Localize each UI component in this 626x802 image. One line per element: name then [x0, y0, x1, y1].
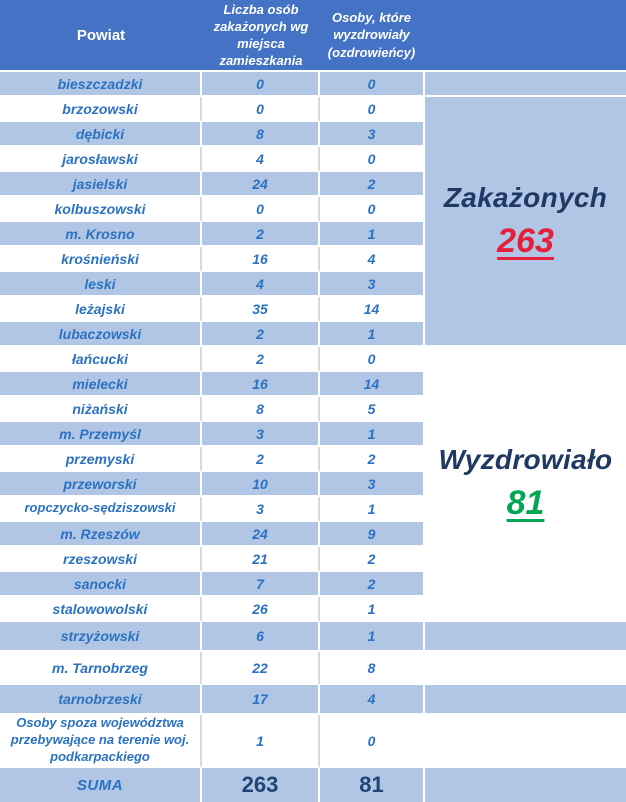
infected-count-cell: 2 — [202, 222, 320, 247]
side-column-cell — [423, 652, 626, 685]
powiat-name-cell: leski — [0, 272, 202, 297]
table-header-row — [0, 0, 423, 72]
side-column-cell — [423, 72, 626, 97]
side-column-cell — [423, 768, 626, 802]
table-row — [0, 572, 423, 597]
recovered-count-cell: 0 — [320, 97, 423, 122]
side-column-cell — [423, 622, 626, 652]
recovered-count-cell: 4 — [320, 685, 423, 715]
recovered-count-cell: 1 — [320, 497, 423, 522]
recovered-count-cell: 9 — [320, 522, 423, 547]
infected-count-cell: 10 — [202, 472, 320, 497]
infected-count-cell: 24 — [202, 522, 320, 547]
recovered-count-cell: 0 — [320, 197, 423, 222]
table-row — [0, 622, 423, 652]
infected-count-cell: 22 — [202, 652, 320, 685]
recovered-count-cell: 4 — [320, 247, 423, 272]
table-row — [0, 522, 423, 547]
infected-count-cell: 8 — [202, 397, 320, 422]
summary-label: SUMA — [0, 768, 202, 802]
infected-count-cell: 4 — [202, 147, 320, 172]
recovered-count-cell: 2 — [320, 547, 423, 572]
powiat-name-cell: Osoby spoza województwa przebywające na terenie woj. podkarpackiego — [0, 715, 202, 768]
table-row — [0, 97, 423, 122]
recovered-panel-title: Wyzdrowiało — [438, 444, 613, 475]
summary-infected-total: 263 — [202, 768, 320, 802]
table-row — [0, 397, 423, 422]
recovered-count-cell: 1 — [320, 597, 423, 622]
recovered-count-cell: 0 — [320, 347, 423, 372]
header-powiat: Powiat — [0, 0, 202, 72]
table-row — [0, 147, 423, 172]
powiat-name-cell: niżański — [0, 397, 202, 422]
infected-count-cell: 24 — [202, 172, 320, 197]
recovered-count-cell: 0 — [320, 147, 423, 172]
table-row — [0, 652, 423, 685]
recovered-count-cell: 2 — [320, 572, 423, 597]
powiat-name-cell: brzozowski — [0, 97, 202, 122]
recovered-count-cell: 8 — [320, 652, 423, 685]
recovered-count-cell: 1 — [320, 622, 423, 652]
infected-count-cell: 0 — [202, 97, 320, 122]
recovered-count-cell: 1 — [320, 222, 423, 247]
recovered-count-cell: 1 — [320, 322, 423, 347]
infected-count-cell: 2 — [202, 347, 320, 372]
infected-count-cell: 2 — [202, 447, 320, 472]
table-row — [0, 547, 423, 572]
infected-count-cell: 16 — [202, 247, 320, 272]
powiat-name-cell: strzyżowski — [0, 622, 202, 652]
powiat-name-cell: jarosławski — [0, 147, 202, 172]
side-column-cell — [423, 685, 626, 715]
powiat-name-cell: mielecki — [0, 372, 202, 397]
recovered-count-cell: 3 — [320, 472, 423, 497]
side-summary-column — [423, 0, 626, 802]
table-row — [0, 322, 423, 347]
powiat-name-cell: łańcucki — [0, 347, 202, 372]
infected-count-cell: 16 — [202, 372, 320, 397]
powiat-name-cell: m. Krosno — [0, 222, 202, 247]
table-row — [0, 422, 423, 447]
infected-summary-panel — [423, 97, 626, 347]
recovered-count-cell: 0 — [320, 715, 423, 768]
infected-count-cell: 3 — [202, 422, 320, 447]
summary-row — [0, 768, 423, 802]
powiat-name-cell: m. Przemyśl — [0, 422, 202, 447]
table-row — [0, 472, 423, 497]
infected-count-cell: 3 — [202, 497, 320, 522]
powiat-name-cell: kolbuszowski — [0, 197, 202, 222]
recovered-count-cell: 14 — [320, 372, 423, 397]
table-row — [0, 372, 423, 397]
powiat-name-cell: przemyski — [0, 447, 202, 472]
side-column-cell — [423, 715, 626, 768]
table-row — [0, 72, 423, 97]
infected-count-cell: 21 — [202, 547, 320, 572]
infected-panel-title: Zakażonych — [443, 181, 608, 213]
infected-count-cell: 35 — [202, 297, 320, 322]
table-row — [0, 172, 423, 197]
powiat-name-cell: tarnobrzeski — [0, 685, 202, 715]
powiat-name-cell: krośnieński — [0, 247, 202, 272]
infected-count-cell: 17 — [202, 685, 320, 715]
powiat-name-cell: ropczycko-sędziszowski — [0, 497, 202, 522]
infected-count-cell: 6 — [202, 622, 320, 652]
recovered-count-cell: 1 — [320, 422, 423, 447]
summary-recovered-total: 81 — [320, 768, 423, 802]
table-row — [0, 197, 423, 222]
infected-count-cell: 26 — [202, 597, 320, 622]
powiat-name-cell: rzeszowski — [0, 547, 202, 572]
table-row — [0, 272, 423, 297]
recovered-count-cell: 3 — [320, 272, 423, 297]
side-column-header-spacer — [423, 0, 626, 72]
recovered-summary-panel — [423, 347, 626, 622]
powiat-name-cell: bieszczadzki — [0, 72, 202, 97]
powiat-name-cell: lubaczowski — [0, 322, 202, 347]
powiat-name-cell: jasielski — [0, 172, 202, 197]
powiat-name-cell: przeworski — [0, 472, 202, 497]
infected-count-cell: 0 — [202, 197, 320, 222]
recovered-count-cell: 5 — [320, 397, 423, 422]
powiat-name-cell: stalowowolski — [0, 597, 202, 622]
recovered-count-cell: 0 — [320, 72, 423, 97]
powiat-name-cell: sanocki — [0, 572, 202, 597]
powiat-name-cell: dębicki — [0, 122, 202, 147]
recovered-panel-value: 81 — [506, 484, 545, 522]
powiat-name-cell: m. Rzeszów — [0, 522, 202, 547]
table-row — [0, 685, 423, 715]
table-row — [0, 222, 423, 247]
table-row — [0, 122, 423, 147]
header-infected: Liczba osób zakażonych wg miejsca zamieszkania — [202, 0, 320, 72]
infected-panel-value: 263 — [497, 221, 554, 260]
powiat-name-cell: leżajski — [0, 297, 202, 322]
table-row — [0, 597, 423, 622]
infected-count-cell: 1 — [202, 715, 320, 768]
recovered-count-cell: 2 — [320, 447, 423, 472]
table-row — [0, 715, 423, 768]
table-row — [0, 297, 423, 322]
infected-count-cell: 0 — [202, 72, 320, 97]
recovered-count-cell: 2 — [320, 172, 423, 197]
powiat-name-cell: m. Tarnobrzeg — [0, 652, 202, 685]
table-row — [0, 447, 423, 472]
header-recovered: Osoby, które wyzdrowiały (ozdrowieńcy) — [320, 0, 423, 72]
table-row — [0, 247, 423, 272]
infected-count-cell: 4 — [202, 272, 320, 297]
recovered-count-cell: 3 — [320, 122, 423, 147]
infected-count-cell: 8 — [202, 122, 320, 147]
infected-count-cell: 2 — [202, 322, 320, 347]
recovered-count-cell: 14 — [320, 297, 423, 322]
table-row — [0, 347, 423, 372]
infected-count-cell: 7 — [202, 572, 320, 597]
table-row — [0, 497, 423, 522]
